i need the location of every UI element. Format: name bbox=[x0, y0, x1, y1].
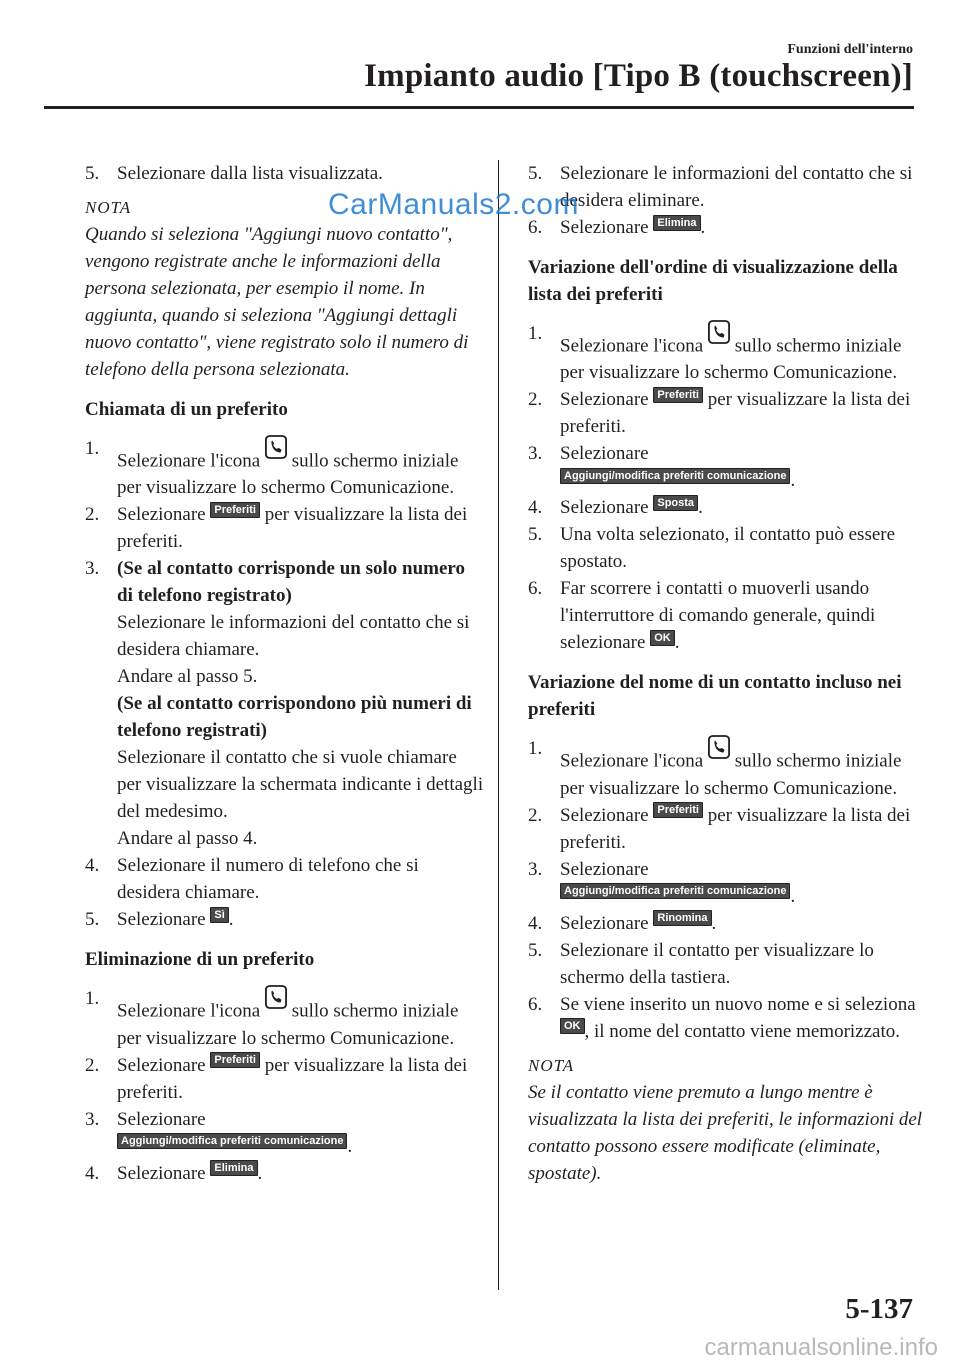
section-label: Funzioni dell'interno bbox=[787, 42, 913, 57]
page-title: Impianto audio [Tipo B (touchscreen)] bbox=[364, 58, 913, 94]
list-item: 5. Selezionare le informazioni del contatto che si desidera eliminare. bbox=[528, 163, 913, 211]
aggiungi-modifica-button[interactable]: Aggiungi/modifica preferiti comunicazione bbox=[560, 468, 790, 484]
section-heading: Variazione del nome di un contatto incluso nei preferiti bbox=[528, 672, 902, 721]
si-button[interactable]: Sì bbox=[210, 907, 228, 923]
phone-icon bbox=[708, 735, 730, 759]
list-item: 3. Selezionare Aggiungi/modifica preferiti comunicazione . bbox=[528, 858, 796, 907]
list-item: 6. Selezionare Elimina . bbox=[528, 216, 706, 238]
column-divider bbox=[498, 160, 499, 1290]
aggiungi-modifica-button[interactable]: Aggiungi/modifica preferiti comunicazione bbox=[117, 1133, 347, 1149]
right-column bbox=[528, 160, 923, 1187]
list-item: 1. Selezionare l'icona sullo schermo iniziale per visualizzare lo schermo Comunicazione. bbox=[85, 985, 485, 1051]
list-item: 4. Selezionare Elimina . bbox=[85, 1162, 263, 1184]
list-item: 6. Far scorrere i contatti o muoverli usando l'interruttore di comando generale, quindi selezionare OK . bbox=[528, 578, 876, 654]
list-item: 1. Selezionare l'icona sullo schermo iniziale per visualizzare lo schermo Comunicazione. bbox=[528, 320, 923, 386]
list-item: 5. Selezionare il contatto per visualizzare lo schermo della tastiera. bbox=[528, 939, 874, 988]
list-item: 2. Selezionare Preferiti per visualizzare la lista dei preferiti. bbox=[85, 504, 468, 553]
preferiti-button[interactable]: Preferiti bbox=[653, 802, 703, 818]
list-item: 1. Selezionare l'icona sullo schermo iniziale per visualizzare lo schermo Comunicazione. bbox=[528, 735, 923, 801]
list-item: 4. Selezionare il numero di telefono che si desidera chiamare. bbox=[85, 855, 419, 904]
list-item: 3. Selezionare Aggiungi/modifica preferiti comunicazione . bbox=[528, 443, 796, 492]
list-item: 5. Selezionare Sì . bbox=[85, 909, 234, 931]
list-item: 3. (Se al contatto corrisponde un solo numero di telefono registrato) Selezionare le informazioni del contatto che si desidera chiamare. Andare al passo 5. (Se al contatto corrispondono più numeri di telefono registrati) Selezionare il contatto che si vuole chiamare per visualizzare la schermata indicante i dettagli del medesimo. Andare al passo 4. bbox=[85, 558, 484, 850]
phone-icon bbox=[708, 320, 730, 344]
preferiti-button[interactable]: Preferiti bbox=[210, 1052, 260, 1068]
list-item: 2. Selezionare Preferiti per visualizzare la lista dei preferiti. bbox=[528, 389, 911, 438]
preferiti-button[interactable]: Preferiti bbox=[210, 502, 260, 518]
elimina-button[interactable]: Elimina bbox=[653, 215, 700, 231]
note-text: Se il contatto viene premuto a lungo mentre è visualizzata la lista dei preferiti, le informazioni del contatto possono essere modificate (eliminate, spostate). bbox=[528, 1081, 923, 1184]
watermark: CarManuals2.com bbox=[328, 188, 579, 221]
rinomina-button[interactable]: Rinomina bbox=[653, 910, 711, 926]
list-item: 2. Selezionare Preferiti per visualizzare la lista dei preferiti. bbox=[85, 1054, 468, 1103]
elimina-button[interactable]: Elimina bbox=[210, 1160, 257, 1176]
note-label: NOTA bbox=[85, 198, 132, 217]
aggiungi-modifica-button[interactable]: Aggiungi/modifica preferiti comunicazione bbox=[560, 883, 790, 899]
phone-icon bbox=[265, 435, 287, 459]
left-column bbox=[85, 160, 485, 1187]
section-heading: Eliminazione di un preferito bbox=[85, 949, 315, 971]
section-heading: Chiamata di un preferito bbox=[85, 399, 288, 420]
note-text: Quando si seleziona "Aggiungi nuovo contatto", vengono registrate anche le informazioni della persona selezionata, per esempio il nome. In aggiunta, quando si seleziona "Aggiungi dettagli nuovo contatto", viene registrato solo il numero di telefono della persona selezionata. bbox=[85, 224, 469, 380]
list-item: 5. Selezionare dalla lista visualizzata. bbox=[85, 163, 383, 184]
page-number: 5-137 bbox=[845, 1293, 913, 1325]
preferiti-button[interactable]: Preferiti bbox=[653, 387, 703, 403]
list-item: 6. Se viene inserito un nuovo nome e si seleziona OK , il nome del contatto viene memorizzato. bbox=[528, 993, 916, 1042]
list-item: 4. Selezionare Rinomina . bbox=[528, 912, 717, 934]
list-item: 3. Selezionare Aggiungi/modifica preferiti comunicazione . bbox=[85, 1108, 353, 1157]
ok-button[interactable]: OK bbox=[650, 630, 675, 646]
section-heading: Variazione dell'ordine di visualizzazione della lista dei preferiti bbox=[528, 257, 898, 305]
list-item: 4. Selezionare Sposta . bbox=[528, 497, 703, 519]
list-item: 2. Selezionare Preferiti per visualizzare la lista dei preferiti. bbox=[528, 804, 911, 853]
list-item: 1. Selezionare l'icona sullo schermo iniziale per visualizzare lo schermo Comunicazione. bbox=[85, 435, 485, 501]
sposta-button[interactable]: Sposta bbox=[653, 495, 698, 511]
ok-button[interactable]: OK bbox=[560, 1018, 585, 1034]
list-item: 5. Una volta selezionato, il contatto può essere spostato. bbox=[528, 524, 896, 573]
phone-icon bbox=[265, 985, 287, 1009]
header-divider bbox=[44, 106, 914, 109]
note-label: NOTA bbox=[528, 1055, 575, 1075]
footer-watermark: carmanualsonline.info bbox=[704, 1334, 938, 1361]
